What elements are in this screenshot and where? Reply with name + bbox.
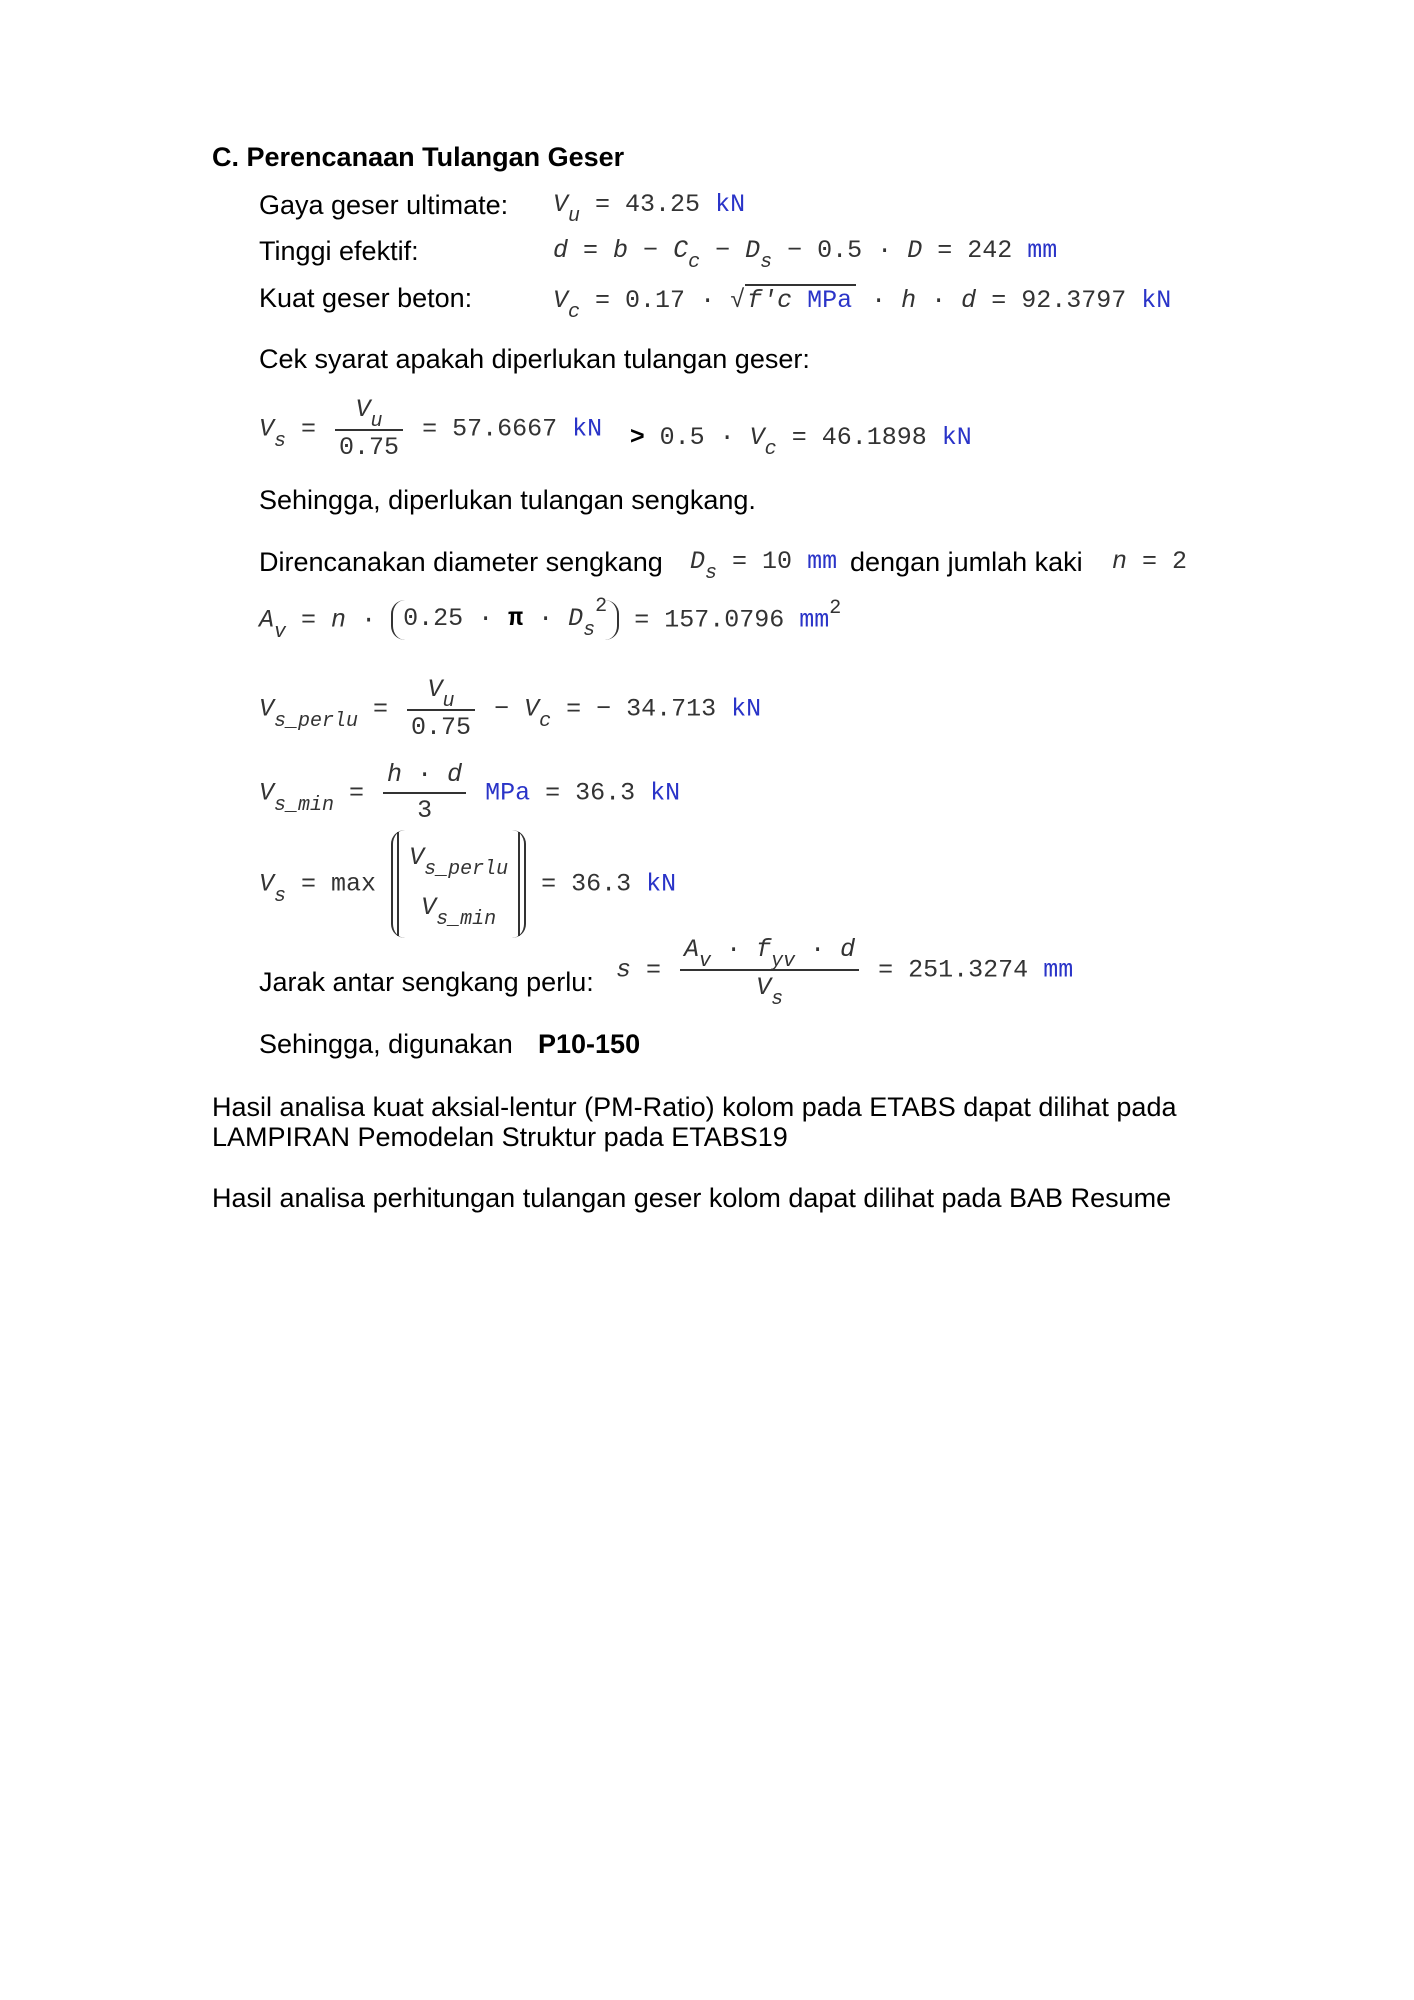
eq-ds: $D_s = 10$ mm [690,547,838,585]
eq-n: n = 2 [1112,547,1188,576]
eq-s: s = $\frac{A_v \cdot f_{yv} \cdot d}{V_s}$ = 251.3274 mm [616,935,1074,1011]
label-dengan-jumlah: dengan jumlah kaki [850,547,1083,577]
label-gaya-geser: Gaya geser ultimate: [259,190,509,220]
max-vector: $V_{s\_perlu}$ $V_{s\_min}$ [397,832,520,936]
label-jarak-perlu: Jarak antar sengkang perlu: [259,967,594,997]
eq-vu: $V_u = 43.25$ kN [553,190,746,228]
fraction-s: $\frac{A_v \cdot f_{yv} \cdot d}{V_s}$ [680,935,859,1005]
ds-value: 10 [762,547,793,576]
eq-vs-min: $V_{s\_min}$ = $\frac{h \cdot d}{3}$ MPa = 36.3 kN [259,760,681,825]
fraction-hd-3: $\frac{h \cdot d}{3}$ [383,760,466,826]
vs-perlu-value: − 34.713 [596,694,717,724]
label-direncanakan: Direncanakan diameter sengkang [259,547,663,577]
label-kuat-geser: Kuat geser beton: [259,283,473,313]
s-value: 251.3274 [908,955,1029,985]
max-paren [391,830,526,938]
vc-value: 92.3797 [1021,286,1127,315]
eq-vs-max: $V_s = \max$ $V_{s\_perlu}$ $V_{s\_min}$ = 36.3 kN [259,830,676,938]
section-title: C. Perencanaan Tulangan Geser [212,142,625,172]
label-sehingga-digunakan: Sehingga, digunakan [259,1029,513,1059]
half-vc-value: 46.1898 [821,423,927,452]
paragraph-hasil-geser: Hasil analisa perhitungan tulangan geser kolom dapat dilihat pada BAB Resume [212,1183,1172,1213]
fraction-vu-075: $\frac{V_u}{0.75}$ [335,395,403,463]
result-digunakan: P10-150 [538,1029,641,1059]
label-cek-syarat: Cek syarat apakah diperlukan tulangan geser: [259,344,810,374]
vs-check-value: 57.6667 [452,414,558,444]
paragraph-hasil-pm: Hasil analisa kuat aksial-lentur (PM-Ratio) kolom pada ETABS dapat dilihat pada [212,1092,1177,1122]
label-sehingga-perlu: Sehingga, diperlukan tulangan sengkang. [259,485,756,515]
av-value: 157.0796 [664,605,785,635]
paragraph-hasil-pm-2: LAMPIRAN Pemodelan Struktur pada ETABS19 [212,1122,788,1152]
label-tinggi-efektif: Tinggi efektif: [259,236,419,266]
eq-vs-check: $V_s$ = $\frac{V_u}{0.75}$ = 57.6667 kN [259,395,603,462]
fraction-vu-075-b: $\frac{V_u}{0.75}$ [407,675,475,743]
eq-half-vc: > $0.5 \cdot V_c = 46.1898$ kN [630,422,972,461]
n-value: 2 [1172,547,1188,576]
d-value: 242 [967,236,1013,265]
vu-value: 43.25 [625,190,701,219]
vs-value: 36.3 [571,869,632,899]
eq-av: $A_v = n \cdot 0.25 \cdot \pi \cdot D_s^2 = 157.0796$ $mm^2$ [259,595,842,644]
eq-vs-perlu: $V_{s\_perlu}$ = $\frac{V_u}{0.75}$ − $V_c$ = − 34.713 kN [259,675,762,742]
vs-min-value: 36.3 [575,778,636,808]
paren-group: $0.25 \cdot \pi \cdot D_s^2$ [391,600,619,640]
eq-vc: $V_c = 0.17 \cdot √f'c$ MPa · h · d = 92.3797 kN [553,286,1172,324]
eq-d: $d = b - C_c - D_s - 0.5 \cdot D = 242$ mm [553,236,1058,274]
